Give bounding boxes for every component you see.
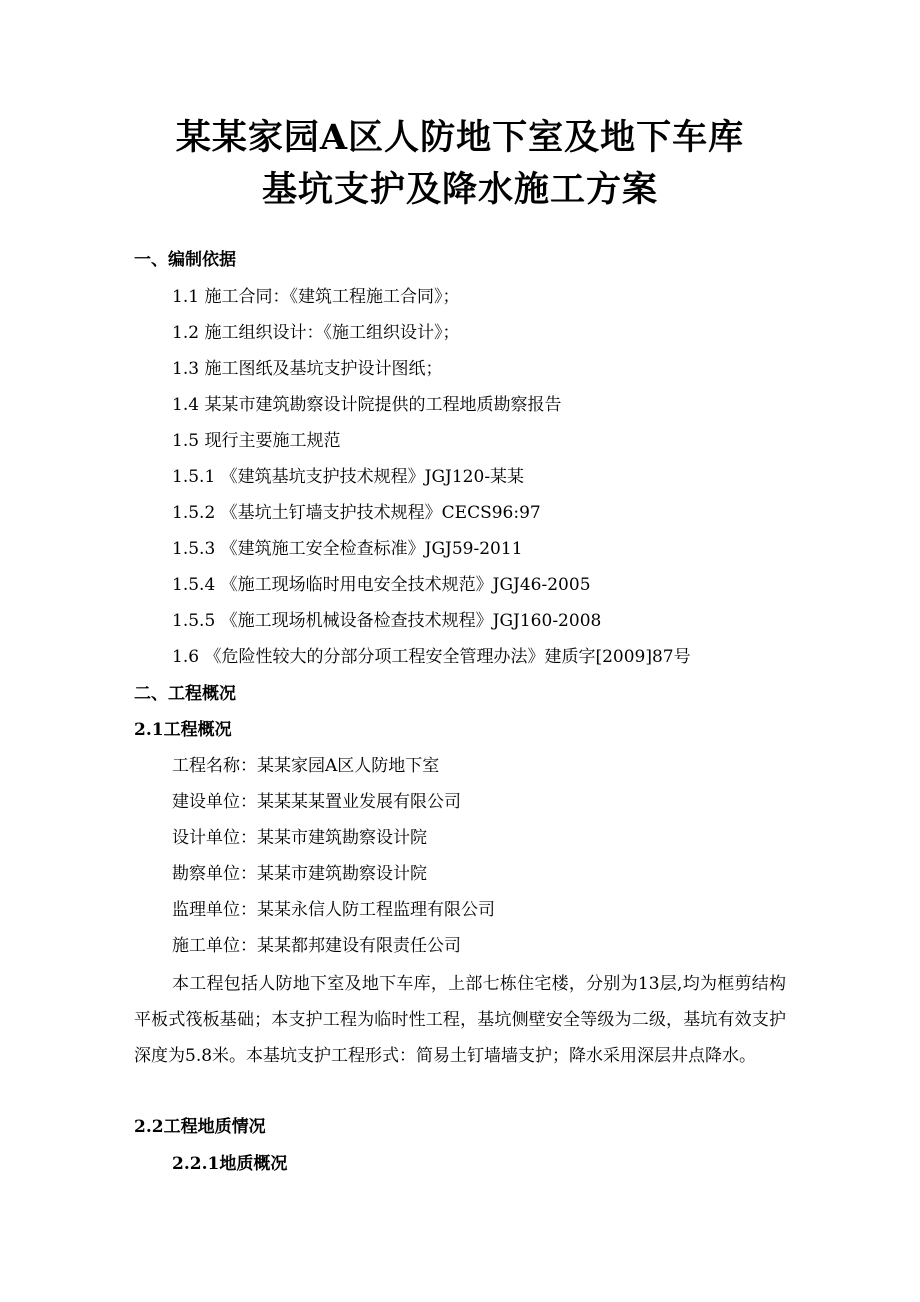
- project-description-paragraph: 本工程包括人防地下室及地下车库，上部七栋住宅楼，分别为13层,均为框剪结构平板式筏板基础；本支护工程为临时性工程，基坑侧壁安全等级为二级，基坑有效支护深度为5.8米。本基坑支护工程形式：简易土钉墙墙支护；降水采用深层井点降水。: [134, 974, 786, 1066]
- project-info-item: 施工单位：某某都邦建设有限责任公司: [172, 936, 461, 956]
- basis-item: 1.5.4 《施工现场临时用电安全技术规范》JGJ46-2005: [172, 575, 591, 595]
- section-heading-overview: 二、工程概况: [134, 684, 236, 704]
- basis-item: 1.5.2 《基坑土钉墙支护技术规程》CECS96:97: [172, 503, 541, 523]
- subsection-heading-geology: 2.2工程地质情况: [134, 1117, 266, 1137]
- project-info-item: 勘察单位：某某市建筑勘察设计院: [172, 864, 427, 884]
- basis-item: 1.5.5 《施工现场机械设备检查技术规程》JGJ160-2008: [172, 611, 602, 631]
- project-info-item: 监理单位：某某永信人防工程监理有限公司: [172, 900, 495, 920]
- project-info-item: 建设单位：某某某某置业发展有限公司: [172, 792, 461, 812]
- section-heading-basis: 一、编制依据: [134, 250, 236, 270]
- basis-item: 1.1 施工合同：《建筑工程施工合同》；: [172, 287, 460, 307]
- project-info-item: 工程名称：某某家园A区人防地下室: [172, 756, 440, 776]
- document-title-line2: 基坑支护及降水施工方案: [261, 169, 658, 210]
- basis-item: 1.5.1 《建筑基坑支护技术规程》JGJ120-某某: [172, 467, 525, 487]
- subsubsection-heading-geology-overview: 2.2.1地质概况: [172, 1154, 288, 1174]
- document-title-line1: 某某家园A区人防地下室及地下车库: [175, 117, 745, 158]
- basis-item: 1.5.3 《建筑施工安全检查标准》JGJ59-2011: [172, 539, 523, 559]
- basis-item: 1.5 现行主要施工规范: [172, 431, 341, 451]
- basis-item: 1.3 施工图纸及基坑支护设计图纸；: [172, 359, 443, 379]
- project-info-item: 设计单位：某某市建筑勘察设计院: [172, 828, 427, 848]
- basis-item: 1.6 《危险性较大的分部分项工程安全管理办法》建质字[2009]87号: [172, 647, 691, 667]
- basis-item: 1.4 某某市建筑勘察设计院提供的工程地质勘察报告: [172, 395, 562, 415]
- subsection-heading-overview: 2.1工程概况: [134, 720, 232, 740]
- basis-item: 1.2 施工组织设计：《施工组织设计》；: [172, 323, 460, 343]
